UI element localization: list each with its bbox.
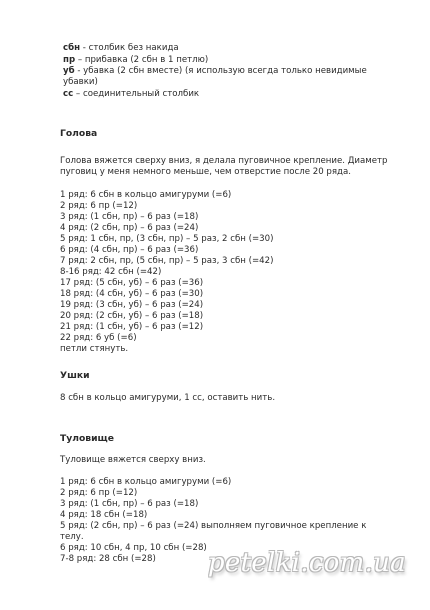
head-row: 3 ряд: (1 сбн, пр) – 6 раз (=18) xyxy=(60,212,199,222)
head-row: 22 ряд: 6 уб (=6) xyxy=(60,333,137,343)
legend-abbr: пр xyxy=(63,55,76,65)
head-row: 1 ряд: 6 сбн в кольцо амигуруми (=6) xyxy=(60,190,232,200)
legend-desc: - убавка (2 сбн вместе) (я использую всегда только невидимые xyxy=(74,66,367,76)
head-row: 19 ряд: (3 сбн, уб) – 6 раз (=24) xyxy=(60,300,204,310)
legend-abbr: уб xyxy=(63,66,75,76)
head-row: 8-16 ряд: 42 сбн (=42) xyxy=(60,267,162,277)
body-row: телу. xyxy=(60,532,84,542)
head-row: 20 ряд: (2 сбн, уб) – 6 раз (=18) xyxy=(60,311,204,321)
body-row: 7-8 ряд: 28 сбн (=28) xyxy=(60,554,156,564)
head-row: 2 ряд: 6 пр (=12) xyxy=(60,201,138,211)
legend-item-sbn xyxy=(63,43,179,54)
body-row: 6 ряд: 10 сбн, 4 пр, 10 сбн (=28) xyxy=(60,543,207,553)
head-row: 21 ряд: (1 сбн, уб) – 6 раз (=12) xyxy=(60,322,204,332)
head-intro-line-2: пуговиц у меня немного меньше, чем отверстие после 20 ряда. xyxy=(60,167,351,177)
section-title-head: Голова xyxy=(60,128,98,139)
legend-item-pr xyxy=(63,55,208,66)
body-row: 5 ряд: (2 сбн, пр) – 6 раз (=24) выполняем пуговичное крепление к xyxy=(60,521,367,531)
body-row: 3 ряд: (1 сбн, пр) – 6 раз (=18) xyxy=(60,499,199,509)
legend-item-ss xyxy=(63,89,199,100)
legend-item-ub xyxy=(63,66,367,77)
section-title-body: Туловище xyxy=(60,433,114,444)
head-row: 17 ряд: (5 сбн, уб) – 6 раз (=36) xyxy=(60,278,204,288)
head-row: 18 ряд: (4 сбн, уб) – 6 раз (=30) xyxy=(60,289,204,299)
legend-desc: - столбик без накида xyxy=(80,43,179,53)
head-row: петли стянуть. xyxy=(60,344,129,354)
legend-item-ub-cont xyxy=(63,77,98,88)
watermark: petelki.com.ua xyxy=(207,548,406,578)
ears-text: 8 сбн в кольцо амигуруми, 1 сс, оставить нить. xyxy=(60,393,276,403)
legend-desc: – соединительный столбик xyxy=(73,89,200,99)
head-row: 4 ряд: (2 сбн, пр) – 6 раз (=24) xyxy=(60,223,199,233)
head-row: 7 ряд: 2 сбн, пр, (5 сбн, пр) – 5 раз, 3 сбн (=42) xyxy=(60,256,274,266)
head-row: 5 ряд: 1 сбн, пр, (3 сбн, пр) – 5 раз, 2 сбн (=30) xyxy=(60,234,274,244)
section-title-ears: Ушки xyxy=(60,370,90,381)
legend-desc: убавки) xyxy=(63,77,98,87)
head-intro-line-1: Голова вяжется сверху вниз, я делала пуговичное крепление. Диаметр xyxy=(60,156,388,166)
body-row: 4 ряд: 18 сбн (=18) xyxy=(60,510,148,520)
legend-abbr: сс xyxy=(63,89,74,99)
legend-abbr: сбн xyxy=(63,43,81,53)
legend-desc: – прибавка (2 сбн в 1 петлю) xyxy=(75,55,209,65)
head-row: 6 ряд: (4 сбн, пр) – 6 раз (=36) xyxy=(60,245,199,255)
body-row: 2 ряд: 6 пр (=12) xyxy=(60,488,138,498)
body-intro: Туловище вяжется сверху вниз. xyxy=(60,455,206,465)
body-row: 1 ряд: 6 сбн в кольцо амигуруми (=6) xyxy=(60,477,232,487)
